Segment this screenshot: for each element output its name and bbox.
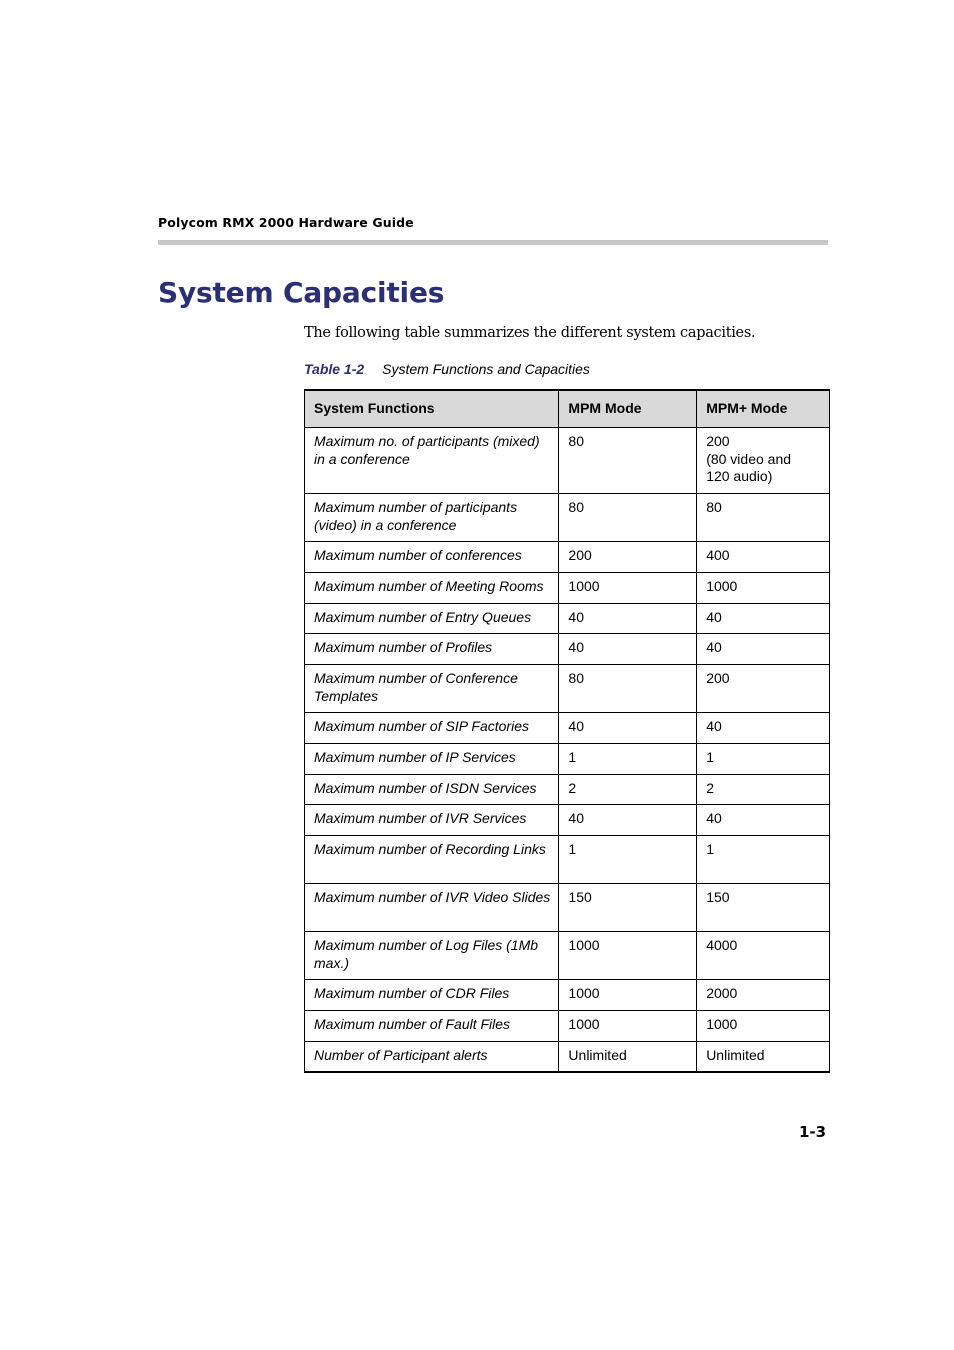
function-cell: Maximum number of ISDN Services <box>305 774 559 805</box>
mpm-value-cell: 150 <box>559 884 697 932</box>
mpm-plus-value-cell: 40 <box>697 634 830 665</box>
function-cell: Maximum number of IP Services <box>305 743 559 774</box>
mpm-value-cell: 40 <box>559 603 697 634</box>
column-header-system-functions: System Functions <box>305 390 559 428</box>
function-cell: Maximum number of IVR Services <box>305 805 559 836</box>
table-row <box>305 603 830 634</box>
function-cell: Maximum no. of participants (mixed) in a conference <box>305 428 559 494</box>
function-cell: Maximum number of CDR Files <box>305 980 559 1011</box>
mpm-value-cell: 200 <box>559 542 697 573</box>
mpm-plus-value-cell: 200 <box>697 665 830 713</box>
mpm-plus-value-cell: 2 <box>697 774 830 805</box>
mpm-value-cell: 40 <box>559 805 697 836</box>
function-cell: Maximum number of Meeting Rooms <box>305 572 559 603</box>
table-row <box>305 428 830 494</box>
column-header-mpm-mode: MPM Mode <box>559 390 697 428</box>
mpm-value-cell: 2 <box>559 774 697 805</box>
mpm-plus-value-cell: 4000 <box>697 932 830 980</box>
table-row <box>305 884 830 932</box>
table-caption-number: Table 1-2 <box>304 361 365 377</box>
mpm-value-cell: 1000 <box>559 932 697 980</box>
mpm-plus-value-cell <box>697 428 830 494</box>
function-cell: Maximum number of IVR Video Slides <box>305 884 559 932</box>
mpm-plus-note-line-2: 120 audio) <box>706 468 773 484</box>
mpm-plus-value-cell: 1 <box>697 743 830 774</box>
function-cell: Maximum number of Fault Files <box>305 1010 559 1041</box>
function-cell: Maximum number of SIP Factories <box>305 713 559 744</box>
table-row <box>305 932 830 980</box>
mpm-plus-value-cell: 150 <box>697 884 830 932</box>
mpm-value-cell: Unlimited <box>559 1041 697 1072</box>
table-header-row <box>305 390 830 428</box>
table-row <box>305 980 830 1011</box>
function-cell: Maximum number of conferences <box>305 542 559 573</box>
function-cell: Maximum number of Conference Templates <box>305 665 559 713</box>
mpm-plus-value-cell: 2000 <box>697 980 830 1011</box>
mpm-plus-value-cell: 80 <box>697 494 830 542</box>
mpm-plus-value-cell: 40 <box>697 805 830 836</box>
table-row <box>305 665 830 713</box>
mpm-plus-value: 200 <box>706 433 730 449</box>
mpm-plus-value-cell: Unlimited <box>697 1041 830 1072</box>
table-row <box>305 572 830 603</box>
function-cell: Maximum number of Log Files (1Mb max.) <box>305 932 559 980</box>
mpm-value-cell: 80 <box>559 428 697 494</box>
table-caption <box>304 361 590 377</box>
mpm-plus-value-cell: 40 <box>697 713 830 744</box>
table-row <box>305 774 830 805</box>
table-row <box>305 713 830 744</box>
mpm-plus-value-cell: 1000 <box>697 572 830 603</box>
intro-paragraph: The following table summarizes the different system capacities. <box>304 325 756 341</box>
table-caption-title: System Functions and Capacities <box>382 361 590 377</box>
mpm-value-cell: 40 <box>559 713 697 744</box>
mpm-value-cell: 1 <box>559 743 697 774</box>
mpm-value-cell: 1000 <box>559 1010 697 1041</box>
function-cell: Maximum number of participants (video) in a conference <box>305 494 559 542</box>
section-title: System Capacities <box>158 276 445 309</box>
capacities-table <box>304 389 830 1073</box>
mpm-plus-value-cell: 1 <box>697 836 830 884</box>
table-row <box>305 494 830 542</box>
mpm-value-cell: 80 <box>559 494 697 542</box>
function-cell: Maximum number of Entry Queues <box>305 603 559 634</box>
column-header-mpm-plus-mode: MPM+ Mode <box>697 390 830 428</box>
table-row <box>305 634 830 665</box>
mpm-plus-value-cell: 40 <box>697 603 830 634</box>
mpm-value-cell: 80 <box>559 665 697 713</box>
page-number: 1-3 <box>799 1123 827 1141</box>
function-cell: Number of Participant alerts <box>305 1041 559 1072</box>
table-row <box>305 743 830 774</box>
running-header: Polycom RMX 2000 Hardware Guide <box>158 215 414 230</box>
mpm-plus-note-line-1: (80 video and <box>706 450 792 467</box>
table-row <box>305 1041 830 1072</box>
mpm-value-cell: 1 <box>559 836 697 884</box>
header-rule <box>158 240 828 245</box>
table-row <box>305 1010 830 1041</box>
table-row <box>305 805 830 836</box>
mpm-plus-value-cell: 400 <box>697 542 830 573</box>
function-cell: Maximum number of Recording Links <box>305 836 559 884</box>
mpm-plus-value-cell: 1000 <box>697 1010 830 1041</box>
mpm-value-cell: 1000 <box>559 572 697 603</box>
table-row <box>305 836 830 884</box>
table-row <box>305 542 830 573</box>
function-cell: Maximum number of Profiles <box>305 634 559 665</box>
mpm-value-cell: 1000 <box>559 980 697 1011</box>
mpm-value-cell: 40 <box>559 634 697 665</box>
